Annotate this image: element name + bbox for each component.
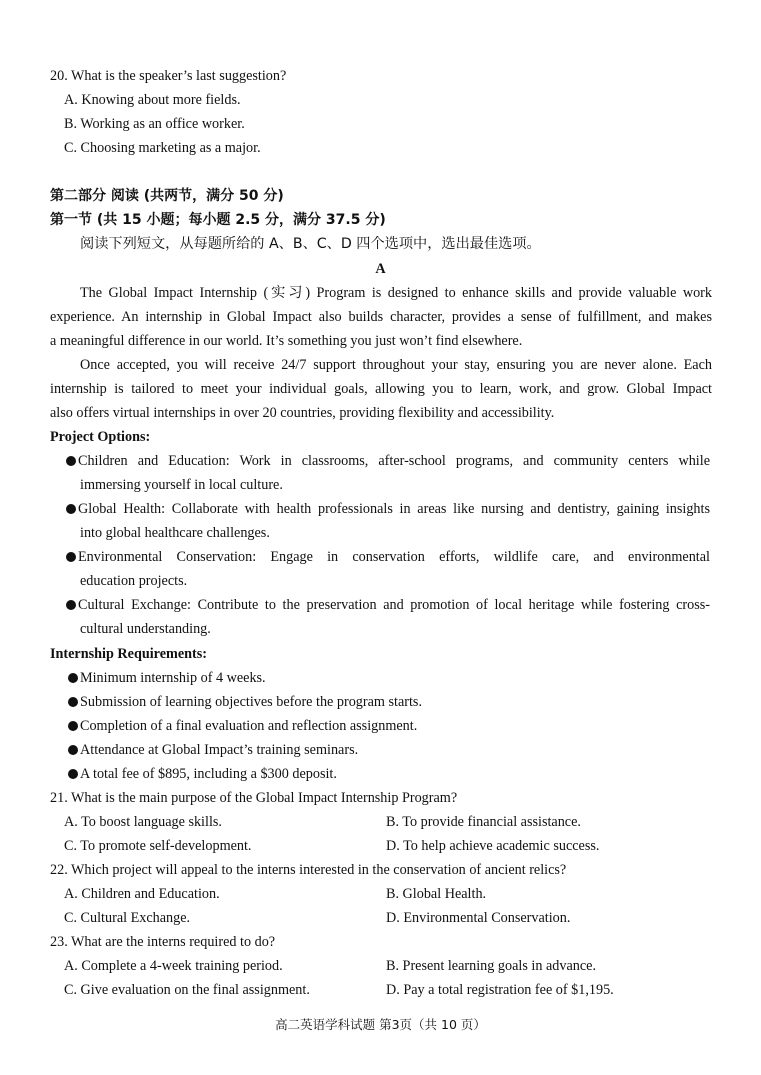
bullet-icon — [68, 769, 78, 779]
q22-option-b: B. Global Health. — [386, 886, 487, 902]
passage-p1-line-1: The Global Impact Internship (实习) Program is designed to enhance skills and provide valuable work — [80, 285, 712, 301]
passage-label: A — [375, 261, 386, 277]
q23-stem: 23. What are the interns required to do? — [50, 934, 276, 950]
bullet-icon — [68, 745, 78, 755]
q21-option-c: C. To promote self-development. — [64, 838, 252, 854]
q22-option-d: D. Environmental Conservation. — [386, 910, 571, 926]
option-environmental-conservation: Environmental Conservation: Engage in conservation efforts, wildlife care, and environmental — [66, 548, 712, 566]
q22-stem: 22. Which project will appeal to the interns interested in the conservation of ancient relics? — [50, 862, 567, 878]
requirement-item: Completion of a final evaluation and reflection assignment. — [68, 717, 417, 735]
bullet-icon — [66, 504, 76, 514]
bullet-icon — [68, 673, 78, 683]
bullet-icon — [68, 721, 78, 731]
q20-stem: 20. What is the speaker’s last suggestion? — [50, 68, 287, 84]
q21-option-b: B. To provide financial assistance. — [386, 814, 581, 830]
bullet-icon — [66, 456, 76, 466]
q23-option-c: C. Give evaluation on the final assignment. — [64, 982, 310, 998]
subsection-heading: 第一节 (共 15 小题；每小题 2.5 分，满分 37.5 分) — [50, 212, 386, 228]
q22-option-c: C. Cultural Exchange. — [64, 910, 191, 926]
q20-option-c: C. Choosing marketing as a major. — [64, 140, 261, 156]
instruction-text: 阅读下列短文，从每题所给的 A、B、C、D 四个选项中，选出最佳选项。 — [80, 236, 541, 252]
q22-option-a: A. Children and Education. — [64, 886, 220, 902]
bullet-icon — [66, 600, 76, 610]
page-footer: 高二英语学科试题 第3页（共 10 页） — [275, 1017, 486, 1032]
passage-p1-line-3: a meaningful difference in our world. It’s something you just won’t find elsewhere. — [50, 333, 523, 349]
bullet-icon — [66, 552, 76, 562]
bullet-icon — [68, 697, 78, 707]
q21-option-a: A. To boost language skills. — [64, 814, 222, 830]
requirement-item: Submission of learning objectives before the program starts. — [68, 693, 422, 711]
option-global-health: Global Health: Collaborate with health professionals in areas like nursing and dentistry, gaining insights — [66, 500, 712, 518]
requirement-item: A total fee of $895, including a $300 deposit. — [68, 765, 337, 783]
requirement-item: Attendance at Global Impact’s training seminars. — [68, 741, 358, 759]
option-global-health-cont: into global healthcare challenges. — [80, 525, 270, 541]
option-children-education-cont: immersing yourself in local culture. — [80, 477, 283, 493]
passage-p2-line-2: internship is tailored to meet your individual goals, allowing you to learn, work, and grow. Global Impact — [50, 381, 712, 397]
project-options-heading: Project Options: — [50, 429, 151, 445]
option-cultural-exchange-cont: cultural understanding. — [80, 621, 211, 637]
requirements-heading: Internship Requirements: — [50, 646, 207, 662]
q23-option-a: A. Complete a 4-week training period. — [64, 958, 283, 974]
part-heading: 第二部分 阅读 (共两节，满分 50 分) — [50, 188, 284, 204]
requirement-item: Minimum internship of 4 weeks. — [68, 669, 266, 687]
q20-option-a: A. Knowing about more fields. — [64, 92, 241, 108]
q21-stem: 21. What is the main purpose of the Global Impact Internship Program? — [50, 790, 458, 806]
q21-option-d: D. To help achieve academic success. — [386, 838, 600, 854]
option-cultural-exchange: Cultural Exchange: Contribute to the preservation and promotion of local heritage while fostering cross- — [66, 596, 712, 614]
option-environmental-conservation-cont: education projects. — [80, 573, 188, 589]
passage-p1-line-2: experience. An internship in Global Impact also builds character, provides a sense of fulfillment, and makes — [50, 309, 712, 325]
q20-option-b: B. Working as an office worker. — [64, 116, 245, 132]
q23-option-d: D. Pay a total registration fee of $1,195. — [386, 982, 614, 998]
passage-p2-line-3: also offers virtual internships in over 20 countries, providing flexibility and accessibility. — [50, 405, 555, 421]
passage-p2-line-1: Once accepted, you will receive 24/7 support throughout your stay, ensuring you are never alone. Each — [80, 357, 712, 373]
q23-option-b: B. Present learning goals in advance. — [386, 958, 596, 974]
option-children-education: Children and Education: Work in classrooms, after-school programs, and community centers while — [66, 452, 712, 470]
